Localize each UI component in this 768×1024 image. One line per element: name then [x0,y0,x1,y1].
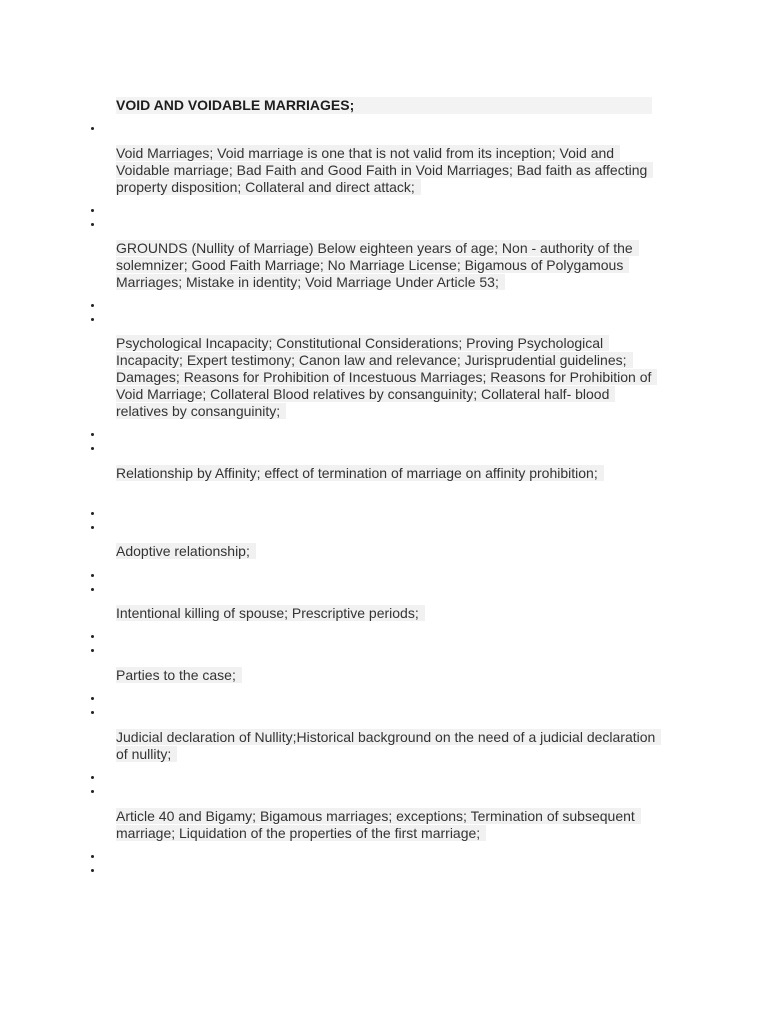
paragraph-2 [116,240,656,291]
bullet-marker [90,868,96,874]
bullet-marker [90,222,96,228]
document-title: VOID AND VOIDABLE MARRIAGES; [116,97,652,114]
bullet-marker [90,208,96,214]
bullet-marker [90,446,96,452]
bullet-marker [90,710,96,716]
paragraph-4 [116,465,656,482]
bullet-marker [90,126,96,132]
bullet-marker [90,511,96,517]
bullet-marker [90,432,96,438]
paragraph-text: Void Marriages; Void marriage is one that is not valid from its inception; Void and Voidable marriage; Bad Faith and Good Faith in Void Marriages; Bad faith as affecting property disposition; Collateral and direct attack; [116,145,653,195]
paragraph-text: Psychological Incapacity; Constitutional Considerations; Proving Psychological Incapacity; Expert testimony; Canon law and relevance; Jurisprudential guidelines; Damages; Reasons for Prohibition of Incestuous Marriages; Reasons for Prohibition of Void Marriage; Collateral Blood relatives by consanguinity; Collateral half- blood relatives by consanguinity; [116,335,657,419]
paragraph-text: Judicial declaration of Nullity;Historical background on the need of a judicial declaration of nullity; [116,729,661,762]
bullet-marker [90,648,96,654]
paragraph-text: Adoptive relationship; [116,543,256,559]
bullet-marker [90,525,96,531]
paragraph-7 [116,667,656,684]
bullet-marker [90,587,96,593]
bullet-marker [90,789,96,795]
bullet-marker [90,854,96,860]
bullet-marker [90,634,96,640]
paragraph-text: Intentional killing of spouse; Prescriptive periods; [116,605,425,621]
paragraph-text: Relationship by Affinity; effect of termination of marriage on affinity prohibition; [116,465,604,481]
paragraph-8 [116,729,656,763]
bullet-marker [90,696,96,702]
paragraph-text: Parties to the case; [116,667,242,683]
bullet-marker [90,317,96,323]
paragraph-text: GROUNDS (Nullity of Marriage) Below eighteen years of age; Non - authority of the solemnizer; Good Faith Marriage; No Marriage License; Bigamous of Polygamous Marriages; Mistake in identity; Void Marriage Under Article 53; [116,240,639,290]
paragraph-5 [116,543,656,560]
paragraph-9 [116,808,656,842]
paragraph-text: Article 40 and Bigamy; Bigamous marriages; exceptions; Termination of subsequent marriage; Liquidation of the properties of the first marriage; [116,808,641,841]
bullet-marker [90,775,96,781]
paragraph-1 [116,145,656,196]
bullet-marker [90,573,96,579]
paragraph-3 [116,335,656,420]
paragraph-6 [116,605,656,622]
bullet-marker [90,303,96,309]
